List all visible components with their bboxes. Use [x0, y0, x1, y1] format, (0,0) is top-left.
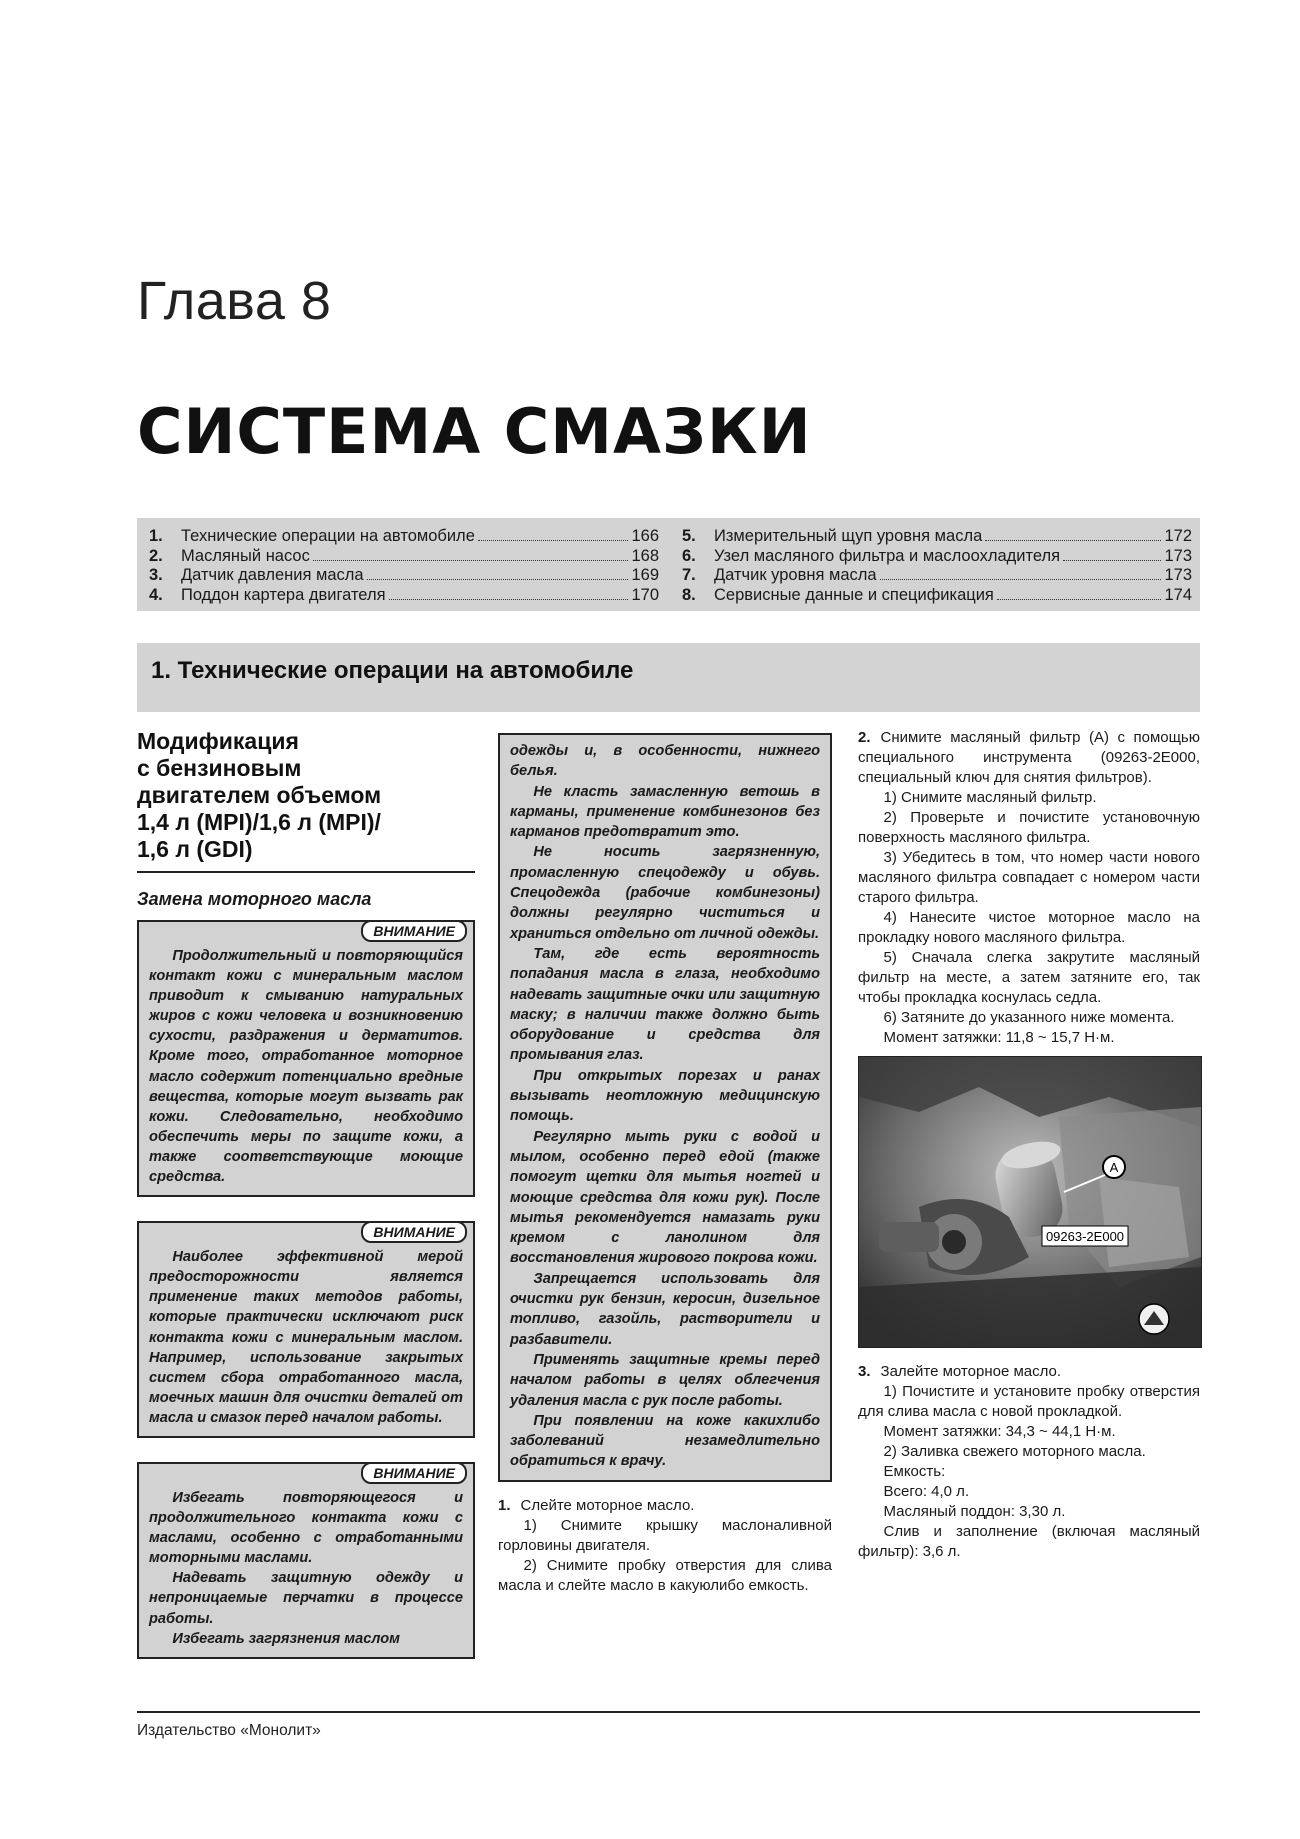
modification-heading: [137, 728, 475, 873]
topic-heading: Замена моторного масла: [137, 889, 372, 909]
warning-box-continued: [498, 733, 832, 1482]
warning-label: ВНИМАНИЕ: [361, 920, 467, 942]
toc-entry-text: Поддон картера двигателя: [181, 585, 386, 604]
step-line: 1) Почистите и установите пробку отверстия для слива масла с новой прокладкой.: [858, 1383, 1200, 1420]
toc-entry-text: Сервисные данные и спецификация: [714, 585, 994, 604]
step-line: 2) Проверьте и почистите установочную поверхность масляного фильтра.: [858, 809, 1200, 846]
toc-entry: [682, 566, 1192, 586]
toc-entry-page: 168: [631, 546, 659, 565]
toc-entry-text: Измерительный щуп уровня масла: [714, 527, 983, 545]
toc-leader: [997, 599, 1162, 600]
step-line: 6) Затяните до указанного ниже момента.: [883, 1009, 1175, 1026]
step-heading: Залейте моторное масло.: [880, 1363, 1062, 1380]
warning-label: ВНИМАНИЕ: [361, 1221, 467, 1243]
toc-entry: [149, 586, 659, 606]
warning-text: Надевать защитную одежду и непроницаемые перчатки в процессе работы.: [149, 1570, 463, 1627]
step-number: 1.: [498, 1496, 511, 1514]
step-heading: Снимите масляный фильтр (A) с помощью специального инструмента (09263-2E000, специальный ключ для снятия фильтров).: [858, 729, 1200, 786]
toc-right-column: [682, 527, 1192, 605]
step-line: 1) Снимите масляный фильтр.: [883, 789, 1097, 806]
step-line: 5) Сначала слегка закрутите масляный фильтр на месте, а затем затяните его, так чтобы прокладка коснулась седла.: [858, 949, 1200, 1006]
toc-entry-page: 166: [631, 527, 659, 545]
warning-box: [137, 1462, 475, 1659]
warning-text: Избегать загрязнения маслом: [172, 1630, 400, 1647]
warning-text: Применять защитные кремы перед началом работы в целях облегчения удаления масла с рук после работы.: [510, 1351, 820, 1409]
step-line: Слив и заполнение (включая масляный фильтр): 3,6 л.: [858, 1523, 1200, 1560]
column-left: [137, 728, 475, 1683]
section-heading: 1. Технические операции на автомобиле: [151, 657, 634, 684]
toc-leader: [478, 540, 629, 541]
toc-left-column: [149, 527, 659, 605]
toc-entry-text: Технические операции на автомобиле: [181, 527, 475, 545]
warning-text: Запрещается использовать для очистки рук бензин, керосин, дизельное топливо, газойль, растворители и разбавители.: [510, 1270, 820, 1348]
warning-label: ВНИМАНИЕ: [361, 1462, 467, 1484]
toc-entry-text: Датчик давления масла: [181, 566, 364, 584]
step-line: 3) Убедитесь в том, что номер части нового масляного фильтра совпадает с номером части старого фильтра.: [858, 849, 1200, 906]
toc-entry-number: 7.: [682, 566, 696, 584]
column-middle: [498, 733, 832, 1596]
toc-leader: [985, 540, 1161, 541]
oil-filter-photo: [858, 1056, 1202, 1348]
photo-tool-label: 09263-2E000: [1045, 1229, 1125, 1244]
modification-heading-line: 1,4 л (MPI)/1,6 л (MPI)/: [137, 809, 381, 835]
warning-text: одежды и, в особенности, нижнего белья.: [510, 743, 820, 780]
warning-text: Избегать повторяющегося и продолжительного контакта кожи с маслами, особенно с отработанными моторными маслами.: [149, 1489, 463, 1567]
toc-entry-number: 8.: [682, 585, 696, 604]
warning-box: [137, 1221, 475, 1438]
warning-text: Продолжительный и повторяющийся контакт кожи с минеральным маслом приводит к смыванию натуральных жиров с кожи человека и возникновению сухости, раздражения и дерматитов. Кроме того, отработанное моторное масло содержит потенциально вредные вещества, которые могут вызвать рак кожи. Следовательно, необходимо обеспечить меры по защите кожи, а также соответствующие моющие средства.: [149, 948, 463, 1186]
toc-entry-page: 170: [631, 585, 659, 604]
step-line: Момент затяжки: 34,3 ~ 44,1 Н·м.: [883, 1423, 1116, 1440]
toc-entry: [682, 586, 1192, 606]
step-line: Масляный поддон: 3,30 л.: [883, 1503, 1066, 1520]
publisher-footer: Издательство «Монолит»: [137, 1722, 321, 1739]
toc-entry-page: 169: [631, 566, 659, 584]
toc-entry-page: 173: [1164, 546, 1192, 565]
step-line: Момент затяжки: 11,8 ~ 15,7 Н·м.: [883, 1029, 1115, 1046]
photo-marker: A: [1109, 1160, 1119, 1175]
step-heading: Слейте моторное масло.: [520, 1496, 695, 1514]
modification-heading-line: Модификация: [137, 728, 299, 754]
step-2: [858, 728, 1200, 1048]
warning-text: Не носить загрязненную, промасленную спецодежду и обувь. Спецодежда (рабочие комбинезоны) должны регулярно чиститься и храниться отдельно от личной одежды.: [510, 844, 820, 942]
step-3: [858, 1362, 1200, 1562]
step-number: 3.: [858, 1363, 871, 1380]
toc-entry-text: Масляный насос: [181, 546, 310, 565]
warning-box: [137, 920, 475, 1197]
toc-entry-number: 5.: [682, 527, 696, 545]
step-line: 2) Снимите пробку отверстия для слива масла и слейте масло в какуюлибо емкость.: [498, 1556, 832, 1594]
toc-leader: [313, 560, 629, 561]
toc-entry: [682, 527, 1192, 547]
toc-leader: [389, 599, 629, 600]
engine-photo-illustration: [859, 1057, 1201, 1347]
toc-entry-text: Датчик уровня масла: [714, 566, 877, 584]
toc-entry-number: 1.: [149, 527, 163, 545]
footer-divider: [137, 1711, 1200, 1713]
toc-entry-page: 174: [1164, 585, 1192, 604]
toc-entry: [149, 566, 659, 586]
modification-heading-line: 1,6 л (GDI): [137, 836, 253, 862]
column-right: [858, 728, 1200, 1562]
step-line: Емкость:: [883, 1463, 946, 1480]
toc-entry: [149, 527, 659, 547]
toc-entry-number: 4.: [149, 585, 163, 604]
toc-entry-page: 172: [1164, 527, 1192, 545]
step-line: 2) Заливка свежего моторного масла.: [883, 1443, 1146, 1460]
toc-leader: [367, 579, 629, 580]
table-of-contents: [137, 518, 1200, 611]
toc-entry-number: 6.: [682, 546, 696, 565]
section-heading-bar: [137, 643, 1200, 712]
toc-leader: [1063, 560, 1161, 561]
warning-text: При открытых порезах и ранах вызывать неотложную медицинскую помощь.: [510, 1067, 820, 1125]
warning-text: При появлении на коже какихлибо заболеваний незамедлительно обратиться к врачу.: [510, 1412, 820, 1470]
step-number: 2.: [858, 729, 871, 746]
toc-entry: [149, 547, 659, 567]
warning-text: Регулярно мыть руки с водой и мылом, особенно перед едой (также помогут щетки для мытья ногтей и моющие средства для кожи рук). После мытья рекомендуется намазать руки кремом с ланолином для восстановления жирового покрова кожи.: [510, 1128, 820, 1267]
modification-heading-line: двигателем объемом: [137, 782, 382, 808]
step-line: 4) Нанесите чистое моторное масло на прокладку нового масляного фильтра.: [858, 909, 1200, 946]
page-title: СИСТЕМА СМАЗКИ: [137, 395, 812, 468]
toc-entry-number: 3.: [149, 566, 163, 584]
toc-entry-text: Узел масляного фильтра и маслоохладителя: [714, 546, 1061, 565]
modification-heading-line: с бензиновым: [137, 755, 302, 781]
chapter-label: Глава 8: [137, 271, 332, 331]
step-line: 1) Снимите крышку маслоналивной горловины двигателя.: [498, 1516, 832, 1554]
toc-entry-number: 2.: [149, 546, 163, 565]
step-line: Всего: 4,0 л.: [883, 1483, 970, 1500]
warning-text: Там, где есть вероятность попадания масла в глаза, необходимо надевать защитные очки или защитную маску; в наличии также должно быть оборудование и средства для промывания глаз.: [510, 945, 820, 1064]
warning-text: Не класть замасленную ветошь в карманы, применение комбинезонов без карманов предотвратит это.: [510, 783, 820, 841]
warning-text: Наиболее эффективной мерой предосторожности является применение таких методов работы, которые практически исключают риск контакта кожи с минеральным маслом. Например, использование закрытых систем сбора отработанного масла, моечных машин для очистки деталей от масла и смазок перед началом работы.: [149, 1249, 463, 1426]
toc-entry: [682, 547, 1192, 567]
step-1: [498, 1496, 832, 1596]
toc-leader: [880, 579, 1162, 580]
toc-entry-page: 173: [1164, 566, 1192, 584]
